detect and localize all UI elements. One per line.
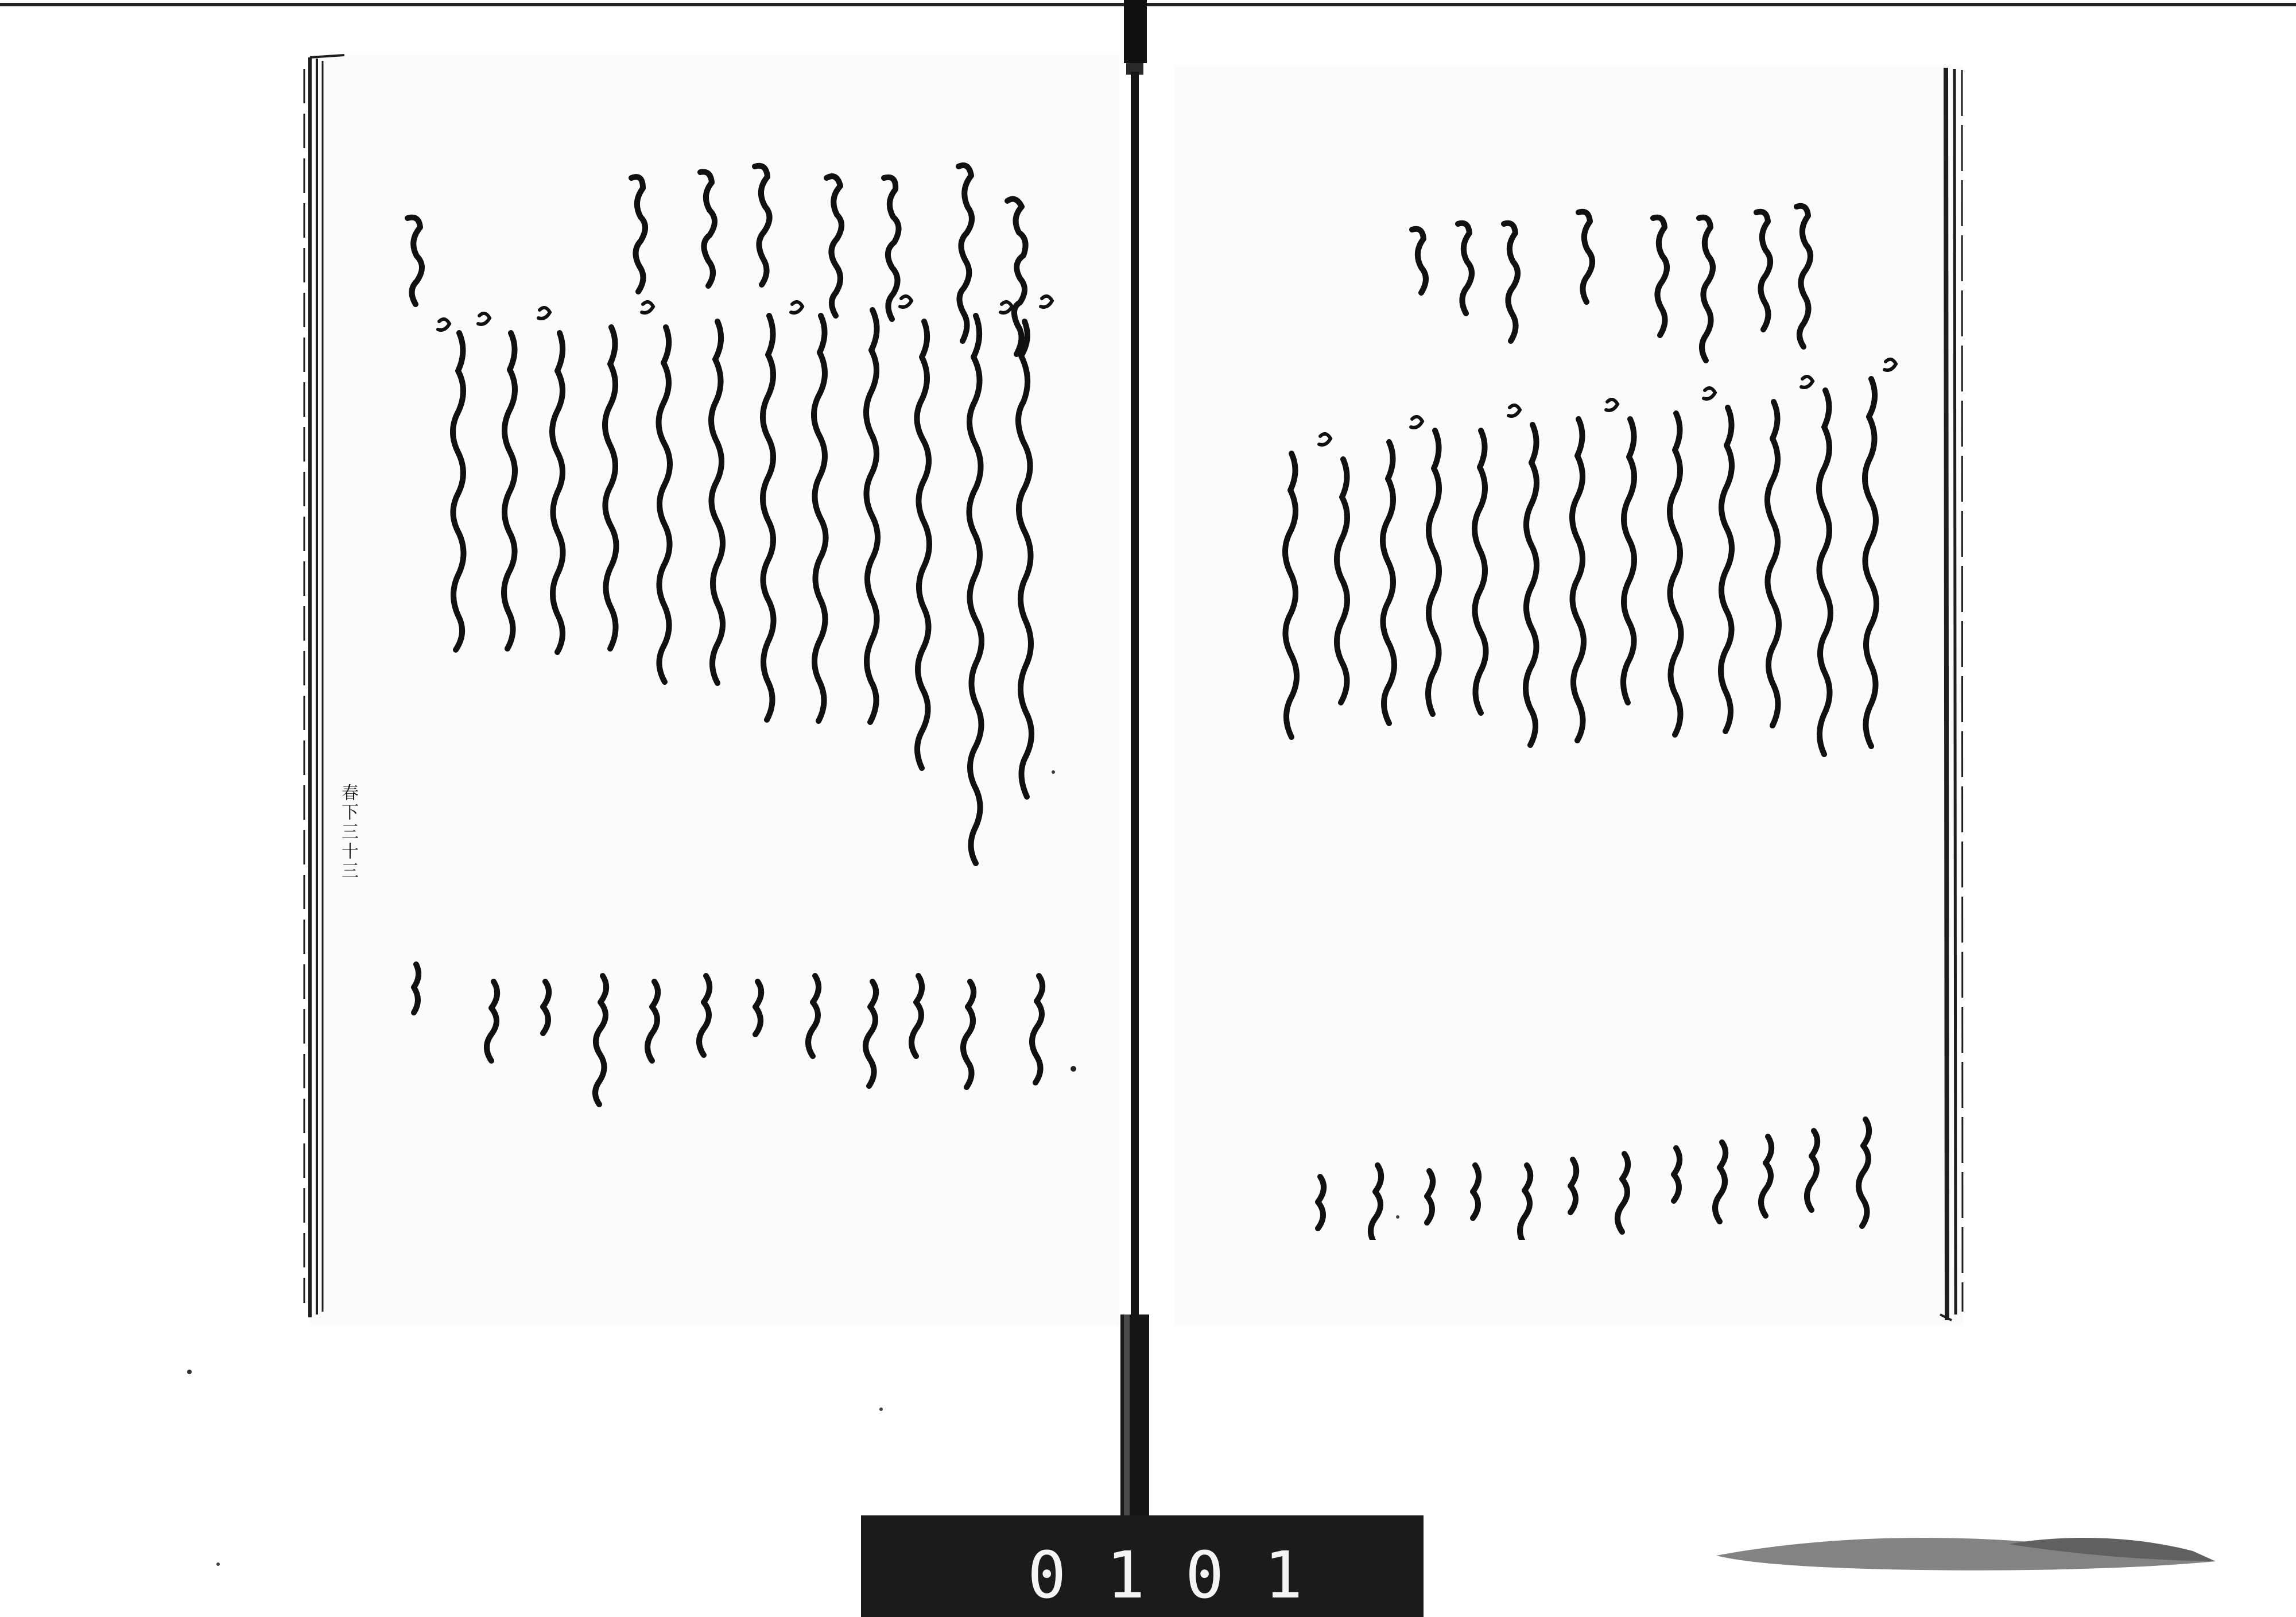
handwritten-text-right-page [1205, 189, 1934, 1240]
scan-smudge [1716, 1538, 2216, 1571]
binding-gutter [1120, 0, 1149, 1521]
frame-number: 0101 [1027, 1538, 1343, 1613]
page-folio: 春下三十三 [338, 784, 358, 881]
handwritten-text-left-page [321, 132, 1085, 1119]
